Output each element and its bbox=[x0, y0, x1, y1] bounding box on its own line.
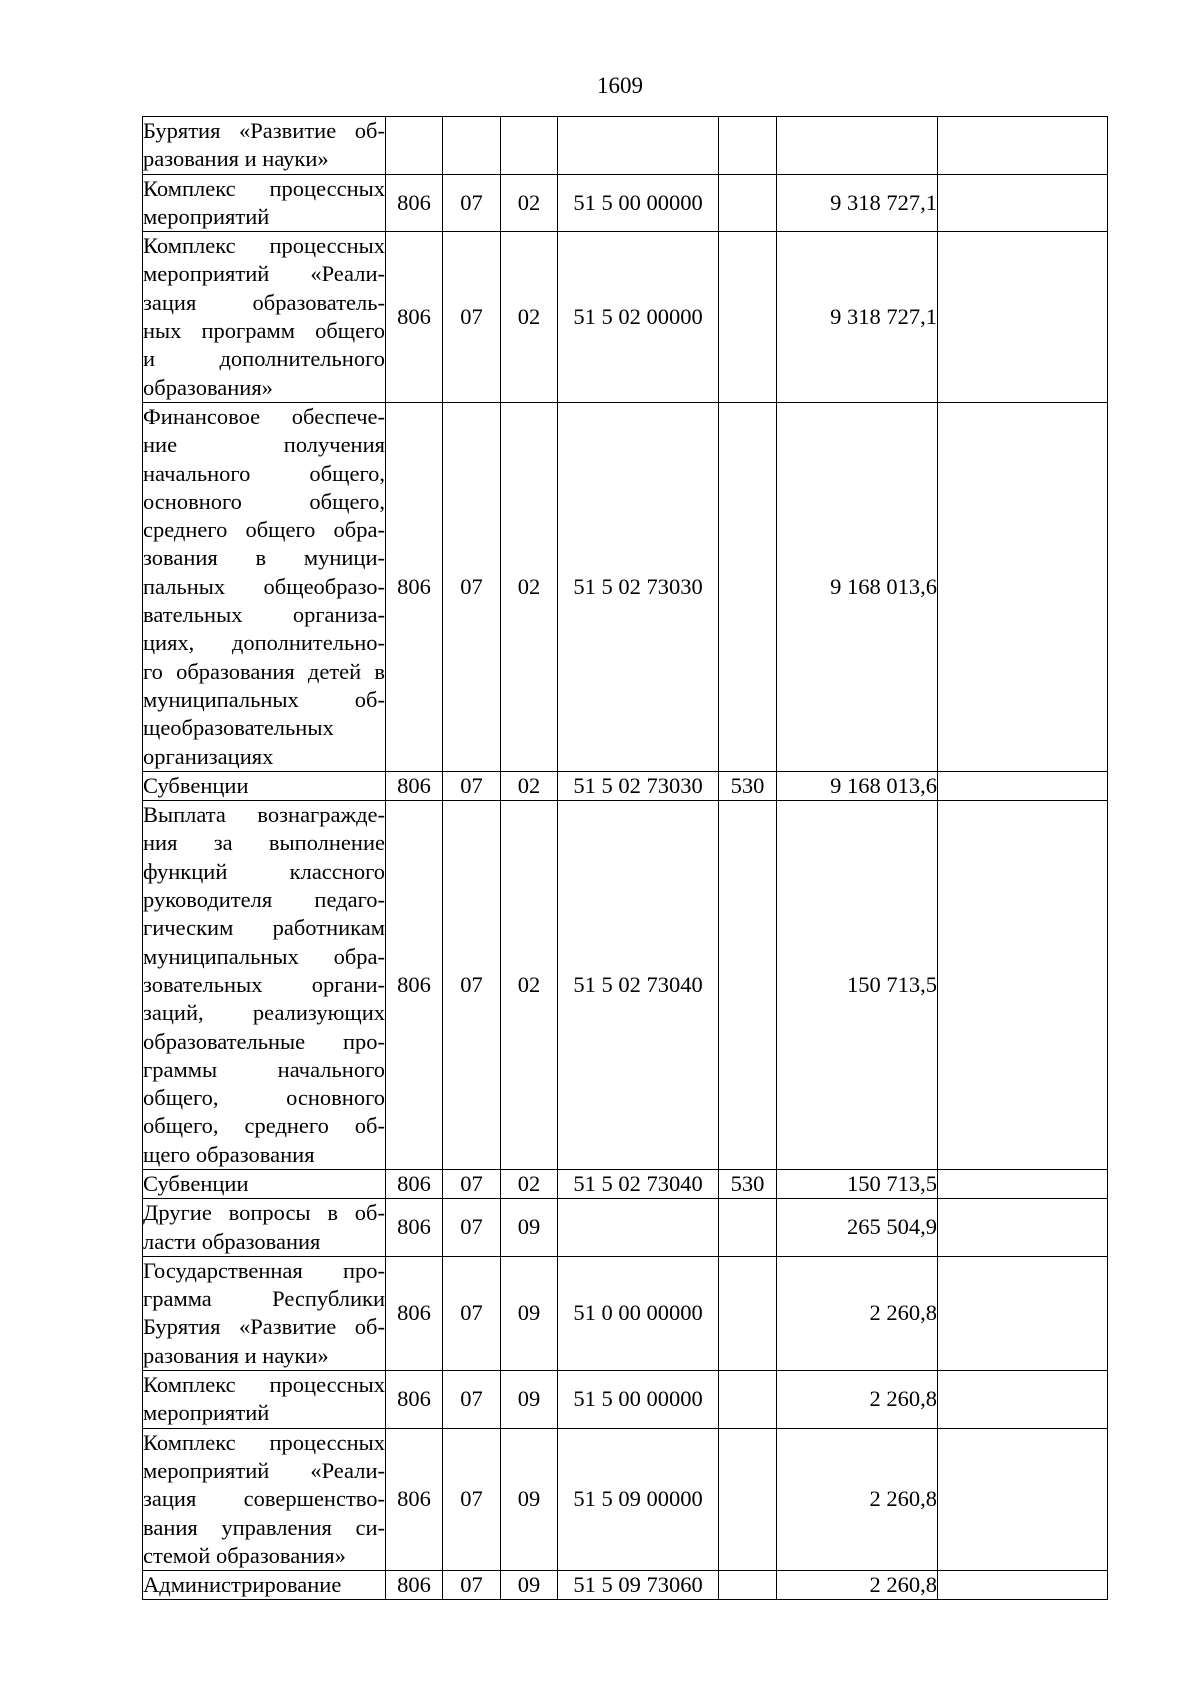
item-name-cell bbox=[143, 1371, 386, 1429]
item-name-line: Выплата вознагражде- bbox=[143, 802, 385, 828]
item-name-line: Комплекс процессных bbox=[143, 233, 385, 259]
section-cell: 07 bbox=[443, 1428, 501, 1570]
item-name-cell bbox=[143, 117, 386, 175]
item-name-cell bbox=[143, 801, 386, 1170]
item-name-line: разования и науки» bbox=[143, 146, 329, 172]
page-number: 1609 bbox=[597, 73, 643, 98]
section-cell: 07 bbox=[443, 232, 501, 403]
item-name-line: зация совершенство- bbox=[143, 1486, 385, 1512]
expense-type-cell bbox=[719, 402, 777, 771]
item-name-line: ние получения bbox=[143, 432, 385, 458]
item-name-line: функций классного bbox=[143, 858, 385, 884]
amount-cell: 9 318 727,1 bbox=[777, 232, 938, 403]
gov-code-cell: 806 bbox=[386, 1571, 443, 1600]
gov-code-cell: 806 bbox=[386, 1371, 443, 1429]
extra-cell bbox=[938, 1371, 1108, 1429]
expense-type-cell bbox=[719, 1371, 777, 1429]
item-name-line: вательных организа- bbox=[143, 602, 385, 628]
amount-cell: 150 713,5 bbox=[777, 801, 938, 1170]
section-cell: 07 bbox=[443, 1571, 501, 1600]
section-cell bbox=[443, 117, 501, 175]
item-name-cell bbox=[143, 402, 386, 771]
subsection-cell: 02 bbox=[501, 771, 558, 800]
section-cell: 07 bbox=[443, 1199, 501, 1257]
expense-type-cell bbox=[719, 232, 777, 403]
gov-code-cell: 806 bbox=[386, 232, 443, 403]
item-name-line: Комплекс процессных bbox=[143, 1429, 385, 1455]
subsection-cell: 02 bbox=[501, 232, 558, 403]
item-name-line: ласти образования bbox=[143, 1228, 321, 1254]
item-name-line: разования и науки» bbox=[143, 1342, 329, 1368]
gov-code-cell bbox=[386, 117, 443, 175]
item-name-line: Бурятия «Развитие об- bbox=[143, 118, 385, 143]
item-name-line: ных программ общего bbox=[143, 318, 385, 344]
target-code-cell: 51 5 02 73030 bbox=[558, 771, 719, 800]
subsection-cell: 02 bbox=[501, 801, 558, 1170]
target-code-cell bbox=[558, 117, 719, 175]
extra-cell bbox=[938, 1571, 1108, 1600]
subsection-cell: 09 bbox=[501, 1199, 558, 1257]
item-name-cell bbox=[143, 1169, 386, 1198]
budget-table-body bbox=[143, 117, 1108, 1600]
item-name-cell bbox=[143, 174, 386, 232]
table-row bbox=[143, 1199, 1108, 1257]
item-name-line: основного общего, bbox=[143, 488, 385, 514]
subsection-cell: 09 bbox=[501, 1428, 558, 1570]
expense-type-cell bbox=[719, 1256, 777, 1370]
item-name-line: Государственная про- bbox=[143, 1257, 385, 1283]
subsection-cell: 09 bbox=[501, 1256, 558, 1370]
expense-type-cell bbox=[719, 117, 777, 175]
item-name-line: зовательных органи- bbox=[143, 971, 385, 997]
subsection-cell: 02 bbox=[501, 402, 558, 771]
amount-cell: 2 260,8 bbox=[777, 1256, 938, 1370]
target-code-cell: 51 5 02 73040 bbox=[558, 801, 719, 1170]
gov-code-cell: 806 bbox=[386, 1428, 443, 1570]
item-name-line: зования в муници- bbox=[143, 545, 385, 571]
section-cell: 07 bbox=[443, 801, 501, 1170]
item-name-line: граммы начального bbox=[143, 1056, 385, 1082]
amount-cell bbox=[777, 117, 938, 175]
extra-cell bbox=[938, 117, 1108, 175]
item-name-line: организациях bbox=[143, 743, 274, 769]
expense-type-cell: 530 bbox=[719, 771, 777, 800]
extra-cell bbox=[938, 1199, 1108, 1257]
item-name-line: грамма Республики bbox=[143, 1286, 385, 1312]
item-name-line: щего образования bbox=[143, 1141, 315, 1167]
gov-code-cell: 806 bbox=[386, 402, 443, 771]
item-name-line: Другие вопросы в об- bbox=[143, 1200, 385, 1226]
item-name-line: заций, реализующих bbox=[143, 1000, 385, 1026]
table-row bbox=[143, 1571, 1108, 1600]
item-name-line: Администрирование bbox=[143, 1572, 342, 1598]
item-name-line: мероприятий bbox=[143, 203, 270, 229]
item-name-line: вания управления си- bbox=[143, 1514, 385, 1540]
item-name-cell bbox=[143, 1428, 386, 1570]
item-name-line: Бурятия «Развитие об- bbox=[143, 1314, 385, 1340]
subsection-cell bbox=[501, 117, 558, 175]
item-name-line: мероприятий bbox=[143, 1400, 270, 1426]
item-name-line: образования» bbox=[143, 374, 273, 400]
target-code-cell: 51 5 00 00000 bbox=[558, 174, 719, 232]
expense-type-cell bbox=[719, 1428, 777, 1570]
target-code-cell: 51 5 00 00000 bbox=[558, 1371, 719, 1429]
item-name-line: образовательные про- bbox=[143, 1028, 385, 1054]
extra-cell bbox=[938, 232, 1108, 403]
item-name-line: ния за выполнение bbox=[143, 830, 385, 856]
section-cell: 07 bbox=[443, 402, 501, 771]
item-name-cell bbox=[143, 771, 386, 800]
target-code-cell: 51 0 00 00000 bbox=[558, 1256, 719, 1370]
gov-code-cell: 806 bbox=[386, 174, 443, 232]
item-name-line: и дополнительного bbox=[143, 346, 385, 372]
expense-type-cell bbox=[719, 1571, 777, 1600]
subsection-cell: 09 bbox=[501, 1571, 558, 1600]
extra-cell bbox=[938, 1428, 1108, 1570]
budget-table bbox=[142, 116, 1108, 1600]
item-name-line: Комплекс процессных bbox=[143, 1372, 385, 1398]
extra-cell bbox=[938, 1169, 1108, 1198]
extra-cell bbox=[938, 1256, 1108, 1370]
extra-cell bbox=[938, 801, 1108, 1170]
item-name-cell bbox=[143, 1256, 386, 1370]
gov-code-cell: 806 bbox=[386, 771, 443, 800]
section-cell: 07 bbox=[443, 1256, 501, 1370]
item-name-line: пальных общеобразо- bbox=[143, 573, 385, 599]
amount-cell: 2 260,8 bbox=[777, 1371, 938, 1429]
subsection-cell: 02 bbox=[501, 1169, 558, 1198]
item-name-line: гическим работникам bbox=[143, 915, 385, 941]
subsection-cell: 09 bbox=[501, 1371, 558, 1429]
item-name-cell bbox=[143, 1571, 386, 1600]
item-name-cell bbox=[143, 232, 386, 403]
target-code-cell: 51 5 02 73030 bbox=[558, 402, 719, 771]
table-row bbox=[143, 1169, 1108, 1198]
expense-type-cell bbox=[719, 801, 777, 1170]
table-row bbox=[143, 801, 1108, 1170]
item-name-line: муниципальных об- bbox=[143, 686, 385, 712]
amount-cell: 9 318 727,1 bbox=[777, 174, 938, 232]
amount-cell: 2 260,8 bbox=[777, 1428, 938, 1570]
item-name-line: общего, среднего об- bbox=[143, 1113, 385, 1139]
target-code-cell bbox=[558, 1199, 719, 1257]
item-name-line: щеобразовательных bbox=[143, 715, 334, 741]
item-name-line: зация образователь- bbox=[143, 289, 385, 315]
table-row bbox=[143, 771, 1108, 800]
target-code-cell: 51 5 09 00000 bbox=[558, 1428, 719, 1570]
target-code-cell: 51 5 02 73040 bbox=[558, 1169, 719, 1198]
gov-code-cell: 806 bbox=[386, 801, 443, 1170]
table-row bbox=[143, 1256, 1108, 1370]
amount-cell: 150 713,5 bbox=[777, 1169, 938, 1198]
item-name-line: Субвенции bbox=[143, 772, 249, 798]
item-name-line: мероприятий «Реали- bbox=[143, 261, 385, 287]
item-name-line: стемой образования» bbox=[143, 1542, 346, 1568]
table-row bbox=[143, 232, 1108, 403]
item-name-cell bbox=[143, 1199, 386, 1257]
item-name-line: мероприятий «Реали- bbox=[143, 1457, 385, 1483]
amount-cell: 2 260,8 bbox=[777, 1571, 938, 1600]
amount-cell: 265 504,9 bbox=[777, 1199, 938, 1257]
gov-code-cell: 806 bbox=[386, 1169, 443, 1198]
expense-type-cell bbox=[719, 1199, 777, 1257]
item-name-line: муниципальных обра- bbox=[143, 943, 385, 969]
subsection-cell: 02 bbox=[501, 174, 558, 232]
table-row bbox=[143, 117, 1108, 175]
table-row bbox=[143, 402, 1108, 771]
amount-cell: 9 168 013,6 bbox=[777, 771, 938, 800]
target-code-cell: 51 5 02 00000 bbox=[558, 232, 719, 403]
extra-cell bbox=[938, 402, 1108, 771]
target-code-cell: 51 5 09 73060 bbox=[558, 1571, 719, 1600]
expense-type-cell bbox=[719, 174, 777, 232]
table-row bbox=[143, 174, 1108, 232]
section-cell: 07 bbox=[443, 174, 501, 232]
expense-type-cell: 530 bbox=[719, 1169, 777, 1198]
item-name-line: Финансовое обеспече- bbox=[143, 403, 385, 429]
item-name-line: среднего общего обра- bbox=[143, 517, 385, 543]
section-cell: 07 bbox=[443, 1169, 501, 1198]
gov-code-cell: 806 bbox=[386, 1199, 443, 1257]
table-row bbox=[143, 1428, 1108, 1570]
item-name-line: го образования детей в bbox=[143, 658, 385, 684]
item-name-line: Комплекс процессных bbox=[143, 175, 385, 201]
section-cell: 07 bbox=[443, 771, 501, 800]
amount-cell: 9 168 013,6 bbox=[777, 402, 938, 771]
item-name-line: руководителя педаго- bbox=[143, 887, 385, 913]
extra-cell bbox=[938, 771, 1108, 800]
section-cell: 07 bbox=[443, 1371, 501, 1429]
extra-cell bbox=[938, 174, 1108, 232]
item-name-line: общего, основного bbox=[143, 1085, 385, 1111]
table-row bbox=[143, 1371, 1108, 1429]
item-name-line: Субвенции bbox=[143, 1170, 249, 1196]
item-name-line: циях, дополнительно- bbox=[143, 630, 385, 656]
item-name-line: начального общего, bbox=[143, 460, 385, 486]
gov-code-cell: 806 bbox=[386, 1256, 443, 1370]
